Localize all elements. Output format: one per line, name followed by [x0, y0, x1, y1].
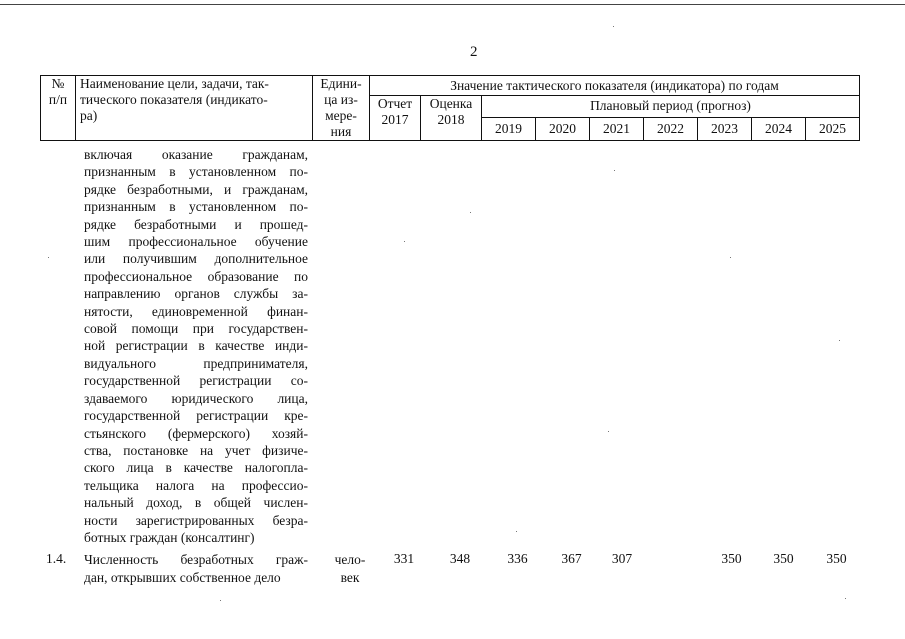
scan-speck [608, 431, 609, 432]
header-name-line3: ра) [80, 108, 98, 123]
header-name-line2: тического показателя (индикато- [80, 92, 268, 107]
header-estimate-line2: 2018 [437, 112, 465, 127]
text-line: стьянского (фермерского) хозяй- [84, 425, 308, 441]
header-year-2023: 2023 [698, 118, 752, 141]
text-line: или получившим дополнительное [84, 251, 308, 267]
text-line: совой помощи при государствен- [84, 321, 308, 337]
value-plan-2023: 350 [721, 551, 742, 566]
row-unit-line1: чело- [334, 552, 366, 567]
header-values-title: Значение тактического показателя (индикатора) по годам [370, 76, 860, 96]
text-line: ности зарегистрированных безра- [84, 512, 308, 528]
header-year-2022: 2022 [644, 118, 698, 141]
top-rule [0, 4, 905, 5]
header-table [40, 75, 860, 141]
text-line: профессиональное образование по [84, 268, 308, 284]
value-plan-2024: 350 [773, 551, 794, 566]
scan-speck [470, 212, 471, 213]
continuation-text [84, 146, 308, 546]
value-plan-2025: 350 [826, 551, 847, 566]
scan-speck [48, 257, 49, 258]
header-col-name [76, 76, 313, 141]
scan-speck [404, 241, 405, 242]
header-unit-line3: мере- [325, 108, 357, 123]
row-unit [322, 551, 378, 587]
text-line: признанным в установленном по- [84, 164, 308, 180]
header-unit-line2: ца из- [324, 92, 358, 107]
header-unit-line4: ния [330, 124, 352, 139]
text-line: нятости, единовременной финан- [84, 303, 308, 319]
text-line: государственной регистрации кре- [84, 408, 308, 424]
scan-speck [516, 531, 517, 532]
header-number-line2: п/п [48, 92, 68, 107]
text-line: включая оказание гражданам, [84, 147, 308, 162]
header-year-2019: 2019 [482, 118, 536, 141]
row-name [84, 551, 308, 587]
text-line: ского лица в качестве налогопла- [84, 460, 308, 476]
scan-speck [614, 170, 615, 171]
text-line: ботных граждан (консалтинг) [84, 529, 255, 545]
text-line: ной регистрации в качестве инди- [84, 338, 308, 354]
value-estimate-2018: 348 [449, 551, 471, 566]
header-year-2024: 2024 [752, 118, 806, 141]
scan-speck [845, 598, 846, 599]
row-number: 1.4. [46, 551, 67, 566]
row-name-line2: дан, открывших собственное дело [84, 570, 281, 585]
header-unit-line1: Едини- [320, 76, 362, 91]
value-plan-2019: 336 [507, 551, 528, 566]
header-col-unit [313, 76, 370, 141]
header-name-line1: Наименование цели, задачи, так- [80, 76, 269, 91]
text-line: ства, постановке на учет физиче- [84, 442, 308, 458]
text-line: видуального предпринимателя, [84, 355, 308, 371]
header-col-report [370, 96, 421, 141]
header-plan-title: Плановый период (прогноз) [482, 96, 860, 118]
header-col-number [41, 76, 76, 141]
text-line: нальный доход, в общей числен- [84, 495, 308, 511]
text-line: государственной регистрации со- [84, 373, 308, 389]
text-line: признанным в установленном по- [84, 199, 308, 215]
value-report-2017: 331 [393, 551, 415, 566]
value-plan-2020: 367 [561, 551, 582, 566]
header-estimate-line1: Оценка [429, 96, 473, 111]
scan-speck [730, 257, 731, 258]
scan-speck [220, 600, 221, 601]
scan-speck [839, 340, 840, 341]
scan-speck [613, 26, 614, 27]
header-year-2025: 2025 [806, 118, 860, 141]
row-unit-line2: век [340, 570, 360, 585]
header-report-line1: Отчет [377, 96, 413, 111]
text-line: рядке безработными, и гражданам, [84, 181, 308, 197]
header-year-2021: 2021 [590, 118, 644, 141]
row-name-line1: Численность безработных граж- [84, 552, 308, 567]
header-col-estimate [421, 96, 482, 141]
text-line: направлению органов службы за- [84, 286, 308, 302]
text-line: тельщика налога на профессио- [84, 477, 308, 493]
page-number: 2 [470, 44, 478, 60]
text-line: шим профессиональное обучение [84, 234, 308, 250]
text-line: здаваемого юридического лица, [84, 390, 308, 406]
value-plan-2021: 307 [611, 551, 633, 566]
header-number-line1: № [51, 76, 65, 91]
header-report-line2: 2017 [381, 112, 409, 127]
header-year-2020: 2020 [536, 118, 590, 141]
text-line: рядке безработными и прошед- [84, 216, 308, 232]
